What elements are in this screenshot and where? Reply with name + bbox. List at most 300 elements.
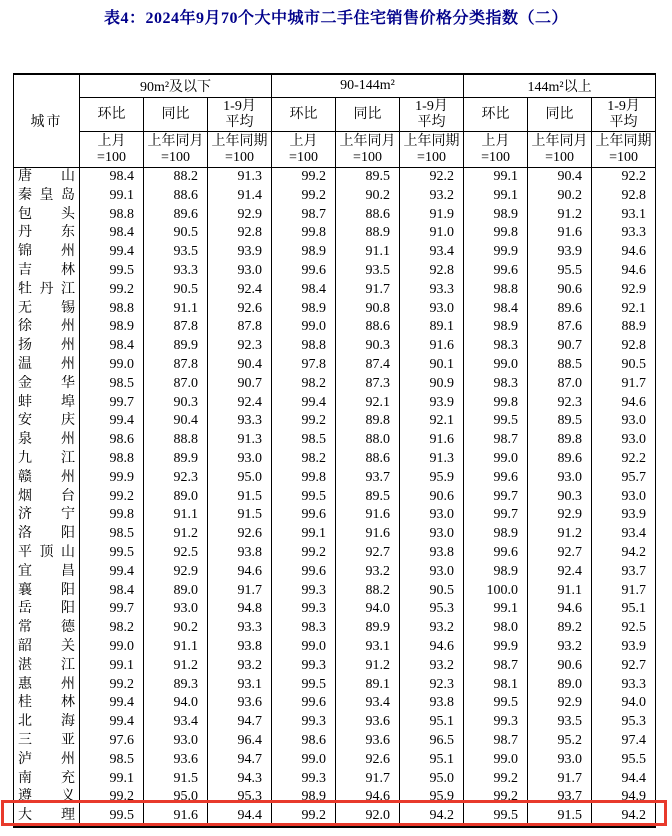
value-cell: 93.5 (528, 713, 592, 732)
table-row (14, 788, 656, 807)
city-cell: 济宁 (14, 506, 80, 525)
value-cell: 94.3 (208, 770, 272, 789)
value-cell: 97.4 (592, 732, 656, 751)
table-row (14, 337, 656, 356)
city-cell: 襄阳 (14, 582, 80, 601)
city-cell: 泸州 (14, 751, 80, 770)
value-cell: 99.2 (464, 788, 528, 807)
metric-header-mom-2: 环比 (272, 98, 336, 132)
table-row (14, 732, 656, 751)
value-cell: 99.4 (272, 394, 336, 413)
value-cell: 93.8 (208, 544, 272, 563)
table-row (14, 582, 656, 601)
metric-header-avg-3: 1-9月 平均 (592, 98, 656, 132)
value-cell: 92.3 (208, 337, 272, 356)
value-cell: 91.6 (528, 224, 592, 243)
value-cell: 91.0 (400, 224, 464, 243)
metric-header-mom-1: 环比 (80, 98, 144, 132)
value-cell: 99.5 (272, 488, 336, 507)
value-cell: 93.5 (336, 262, 400, 281)
value-cell: 91.5 (208, 506, 272, 525)
value-cell: 93.3 (208, 412, 272, 431)
value-cell: 91.2 (528, 206, 592, 225)
value-cell: 98.0 (464, 619, 528, 638)
value-cell: 89.0 (528, 676, 592, 695)
table-row (14, 488, 656, 507)
table-row (14, 807, 656, 827)
value-cell: 92.3 (528, 394, 592, 413)
value-cell: 93.9 (208, 243, 272, 262)
value-cell: 88.2 (336, 582, 400, 601)
value-cell: 90.6 (528, 657, 592, 676)
value-cell: 91.6 (336, 506, 400, 525)
value-cell: 99.6 (272, 694, 336, 713)
value-cell: 92.4 (208, 281, 272, 300)
value-cell: 89.6 (528, 300, 592, 319)
value-cell: 93.6 (208, 694, 272, 713)
metric-header-yoy-3: 同比 (528, 98, 592, 132)
value-cell: 89.1 (336, 676, 400, 695)
value-cell: 99.5 (464, 694, 528, 713)
city-cell: 安庆 (14, 412, 80, 431)
value-cell: 87.8 (144, 356, 208, 375)
value-cell: 91.3 (400, 450, 464, 469)
city-cell: 唐山 (14, 168, 80, 187)
value-cell: 92.6 (208, 525, 272, 544)
group-header-90-below: 90m²及以下 (80, 74, 272, 98)
value-cell: 99.1 (464, 168, 528, 187)
value-cell: 90.7 (208, 375, 272, 394)
value-cell: 99.3 (272, 713, 336, 732)
value-cell: 99.2 (80, 281, 144, 300)
value-cell: 93.0 (144, 600, 208, 619)
value-cell: 99.3 (272, 657, 336, 676)
value-cell: 89.9 (144, 337, 208, 356)
table-row (14, 224, 656, 243)
value-cell: 98.9 (464, 525, 528, 544)
value-cell: 99.3 (272, 600, 336, 619)
value-cell: 88.5 (528, 356, 592, 375)
value-cell: 98.9 (464, 206, 528, 225)
table-row (14, 394, 656, 413)
city-cell: 宜昌 (14, 563, 80, 582)
value-cell: 95.9 (400, 469, 464, 488)
value-cell: 95.5 (592, 751, 656, 770)
value-cell: 90.2 (144, 619, 208, 638)
value-cell: 98.4 (80, 582, 144, 601)
value-cell: 98.3 (464, 337, 528, 356)
value-cell: 98.9 (464, 563, 528, 582)
table-row (14, 657, 656, 676)
value-cell: 98.7 (272, 206, 336, 225)
city-cell: 南充 (14, 770, 80, 789)
value-cell: 93.8 (208, 638, 272, 657)
group-header-90-144: 90-144m² (272, 74, 464, 98)
city-cell: 蚌埠 (14, 394, 80, 413)
city-column-header: 城市 (14, 74, 80, 168)
value-cell: 94.6 (208, 563, 272, 582)
table-row (14, 243, 656, 262)
value-cell: 91.6 (400, 431, 464, 450)
value-cell: 93.8 (400, 694, 464, 713)
city-cell: 包头 (14, 206, 80, 225)
value-cell: 94.0 (336, 600, 400, 619)
value-cell: 92.1 (592, 300, 656, 319)
value-cell: 99.0 (272, 638, 336, 657)
value-cell: 89.9 (336, 619, 400, 638)
table-row (14, 544, 656, 563)
value-cell: 95.1 (400, 713, 464, 732)
city-cell: 九江 (14, 450, 80, 469)
table-row (14, 187, 656, 206)
value-cell: 99.6 (464, 262, 528, 281)
value-cell: 89.3 (144, 676, 208, 695)
value-cell: 92.1 (400, 412, 464, 431)
table-row (14, 638, 656, 657)
value-cell: 87.0 (144, 375, 208, 394)
value-cell: 90.1 (400, 356, 464, 375)
value-cell: 93.0 (208, 262, 272, 281)
value-cell: 99.2 (80, 676, 144, 695)
value-cell: 92.9 (144, 563, 208, 582)
table-row (14, 375, 656, 394)
value-cell: 98.2 (272, 450, 336, 469)
value-cell: 99.5 (464, 807, 528, 827)
city-cell: 北海 (14, 713, 80, 732)
value-cell: 90.3 (144, 394, 208, 413)
value-cell: 91.1 (528, 582, 592, 601)
value-cell: 92.3 (144, 469, 208, 488)
value-cell: 99.2 (272, 544, 336, 563)
city-cell: 丹东 (14, 224, 80, 243)
value-cell: 93.3 (144, 262, 208, 281)
value-cell: 99.0 (272, 751, 336, 770)
base-header-lastmonth-3: 上月 =100 (464, 132, 528, 168)
value-cell: 91.1 (144, 300, 208, 319)
value-cell: 92.2 (400, 168, 464, 187)
table-row (14, 356, 656, 375)
value-cell: 91.6 (400, 337, 464, 356)
value-cell: 99.1 (464, 187, 528, 206)
value-cell: 99.9 (464, 243, 528, 262)
value-cell: 98.8 (464, 281, 528, 300)
value-cell: 88.6 (336, 206, 400, 225)
value-cell: 93.4 (592, 525, 656, 544)
value-cell: 94.6 (592, 262, 656, 281)
value-cell: 93.1 (208, 676, 272, 695)
table-row (14, 431, 656, 450)
value-cell: 93.3 (208, 619, 272, 638)
value-cell: 92.1 (336, 394, 400, 413)
city-cell: 扬州 (14, 337, 80, 356)
city-cell: 大理 (14, 807, 80, 827)
value-cell: 89.0 (144, 488, 208, 507)
value-cell: 99.7 (80, 600, 144, 619)
value-cell: 93.1 (592, 206, 656, 225)
value-cell: 92.9 (528, 694, 592, 713)
table-row (14, 563, 656, 582)
value-cell: 98.9 (80, 318, 144, 337)
value-cell: 99.0 (464, 751, 528, 770)
value-cell: 99.6 (272, 506, 336, 525)
value-cell: 92.5 (144, 544, 208, 563)
value-cell: 98.2 (80, 619, 144, 638)
table-row (14, 412, 656, 431)
value-cell: 91.1 (144, 506, 208, 525)
value-cell: 90.5 (144, 224, 208, 243)
value-cell: 89.8 (336, 412, 400, 431)
value-cell: 99.1 (272, 525, 336, 544)
value-cell: 94.2 (592, 544, 656, 563)
value-cell: 90.8 (336, 300, 400, 319)
value-cell: 99.7 (464, 488, 528, 507)
city-cell: 湛江 (14, 657, 80, 676)
base-header-lastyearperiod-3: 上年同期 =100 (592, 132, 656, 168)
table-row (14, 450, 656, 469)
value-cell: 91.7 (336, 281, 400, 300)
value-cell: 98.9 (272, 788, 336, 807)
value-cell: 99.4 (80, 713, 144, 732)
value-cell: 89.5 (528, 412, 592, 431)
value-cell: 99.0 (464, 450, 528, 469)
value-cell: 93.0 (400, 563, 464, 582)
value-cell: 99.0 (464, 356, 528, 375)
value-cell: 98.9 (464, 318, 528, 337)
base-header-lastyearmonth-2: 上年同月 =100 (336, 132, 400, 168)
value-cell: 93.8 (400, 544, 464, 563)
value-cell: 90.2 (528, 187, 592, 206)
value-cell: 87.8 (144, 318, 208, 337)
value-cell: 99.5 (464, 412, 528, 431)
value-cell: 98.6 (80, 431, 144, 450)
value-cell: 99.0 (272, 318, 336, 337)
city-cell: 洛阳 (14, 525, 80, 544)
value-cell: 93.9 (400, 394, 464, 413)
value-cell: 95.0 (144, 788, 208, 807)
value-cell: 99.7 (80, 394, 144, 413)
value-cell: 97.6 (80, 732, 144, 751)
value-cell: 99.9 (464, 638, 528, 657)
value-cell: 99.5 (272, 676, 336, 695)
value-cell: 92.8 (400, 262, 464, 281)
value-cell: 98.8 (80, 450, 144, 469)
value-cell: 89.2 (528, 619, 592, 638)
value-cell: 89.8 (528, 431, 592, 450)
value-cell: 93.0 (400, 525, 464, 544)
value-cell: 93.1 (336, 638, 400, 657)
value-cell: 90.3 (528, 488, 592, 507)
value-cell: 98.1 (464, 676, 528, 695)
value-cell: 91.6 (336, 525, 400, 544)
table-row (14, 676, 656, 695)
value-cell: 93.7 (592, 563, 656, 582)
value-cell: 92.6 (336, 751, 400, 770)
value-cell: 99.2 (272, 412, 336, 431)
value-cell: 91.2 (144, 525, 208, 544)
value-cell: 99.2 (272, 807, 336, 827)
value-cell: 99.1 (80, 657, 144, 676)
value-cell: 93.2 (336, 563, 400, 582)
value-cell: 93.0 (144, 732, 208, 751)
value-cell: 91.1 (144, 638, 208, 657)
price-index-table-wrap (13, 73, 655, 828)
value-cell: 88.9 (592, 318, 656, 337)
value-cell: 99.5 (80, 262, 144, 281)
value-cell: 91.3 (208, 431, 272, 450)
value-cell: 99.0 (80, 356, 144, 375)
value-cell: 92.7 (528, 544, 592, 563)
metric-header-avg-2: 1-9月 平均 (400, 98, 464, 132)
value-cell: 99.1 (464, 600, 528, 619)
value-cell: 91.7 (336, 770, 400, 789)
value-cell: 87.3 (336, 375, 400, 394)
value-cell: 91.4 (208, 187, 272, 206)
value-cell: 92.7 (592, 657, 656, 676)
value-cell: 89.9 (144, 450, 208, 469)
value-cell: 90.7 (528, 337, 592, 356)
city-cell: 三亚 (14, 732, 80, 751)
value-cell: 92.5 (592, 619, 656, 638)
value-cell: 88.9 (336, 224, 400, 243)
value-cell: 92.9 (592, 281, 656, 300)
table-row (14, 770, 656, 789)
value-cell: 88.0 (336, 431, 400, 450)
value-cell: 94.6 (336, 788, 400, 807)
value-cell: 95.3 (400, 600, 464, 619)
value-cell: 99.4 (80, 694, 144, 713)
value-cell: 91.2 (144, 657, 208, 676)
value-cell: 98.5 (80, 525, 144, 544)
value-cell: 89.5 (336, 488, 400, 507)
city-cell: 泉州 (14, 431, 80, 450)
value-cell: 95.0 (208, 469, 272, 488)
value-cell: 96.4 (208, 732, 272, 751)
value-cell: 89.0 (144, 582, 208, 601)
value-cell: 99.8 (272, 224, 336, 243)
value-cell: 98.5 (80, 751, 144, 770)
value-cell: 95.5 (528, 262, 592, 281)
value-cell: 93.3 (592, 676, 656, 695)
page-title: 表4：2024年9月70个大中城市二手住宅销售价格分类指数（二） (103, 10, 568, 27)
value-cell: 93.6 (336, 713, 400, 732)
value-cell: 92.8 (592, 337, 656, 356)
value-cell: 91.2 (528, 525, 592, 544)
value-cell: 92.4 (528, 563, 592, 582)
value-cell: 99.6 (272, 262, 336, 281)
value-cell: 92.3 (400, 676, 464, 695)
metric-header-mom-3: 环比 (464, 98, 528, 132)
table-row (14, 206, 656, 225)
table-row (14, 318, 656, 337)
value-cell: 91.5 (208, 488, 272, 507)
table-row (14, 713, 656, 732)
city-cell: 牡丹江 (14, 281, 80, 300)
value-cell: 91.6 (144, 807, 208, 827)
value-cell: 94.6 (400, 638, 464, 657)
value-cell: 99.2 (80, 788, 144, 807)
value-cell: 94.2 (400, 807, 464, 827)
table-row (14, 694, 656, 713)
value-cell: 95.9 (400, 788, 464, 807)
value-cell: 94.4 (592, 770, 656, 789)
value-cell: 97.8 (272, 356, 336, 375)
value-cell: 93.0 (528, 751, 592, 770)
group-header-144-above: 144m²以上 (464, 74, 656, 98)
value-cell: 91.5 (144, 770, 208, 789)
metric-header-avg-1: 1-9月 平均 (208, 98, 272, 132)
value-cell: 99.8 (272, 469, 336, 488)
value-cell: 93.0 (400, 300, 464, 319)
value-cell: 90.4 (528, 168, 592, 187)
value-cell: 93.3 (400, 281, 464, 300)
value-cell: 98.5 (272, 431, 336, 450)
value-cell: 90.2 (336, 187, 400, 206)
base-header-lastyearmonth-1: 上年同月 =100 (144, 132, 208, 168)
value-cell: 92.8 (208, 224, 272, 243)
value-cell: 90.5 (400, 582, 464, 601)
value-cell: 98.4 (80, 224, 144, 243)
value-cell: 99.6 (272, 563, 336, 582)
value-cell: 91.7 (208, 582, 272, 601)
value-cell: 99.4 (80, 243, 144, 262)
value-cell: 98.7 (464, 732, 528, 751)
city-cell: 锦州 (14, 243, 80, 262)
value-cell: 94.7 (208, 713, 272, 732)
value-cell: 94.9 (592, 788, 656, 807)
value-cell: 95.2 (528, 732, 592, 751)
value-cell: 90.4 (144, 412, 208, 431)
value-cell: 99.3 (464, 713, 528, 732)
value-cell: 93.0 (592, 431, 656, 450)
table-row (14, 262, 656, 281)
value-cell: 93.2 (400, 619, 464, 638)
value-cell: 87.8 (208, 318, 272, 337)
value-cell: 93.6 (336, 732, 400, 751)
value-cell: 89.5 (336, 168, 400, 187)
value-cell: 98.3 (464, 375, 528, 394)
city-cell: 无锡 (14, 300, 80, 319)
value-cell: 98.8 (80, 300, 144, 319)
value-cell: 98.8 (272, 337, 336, 356)
value-cell: 91.3 (208, 168, 272, 187)
city-cell: 金华 (14, 375, 80, 394)
value-cell: 94.6 (592, 394, 656, 413)
table-body (14, 168, 656, 827)
value-cell: 99.1 (80, 770, 144, 789)
value-cell: 92.9 (528, 506, 592, 525)
value-cell: 92.4 (208, 394, 272, 413)
value-cell: 93.4 (144, 713, 208, 732)
value-cell: 99.5 (80, 807, 144, 827)
value-cell: 88.6 (336, 450, 400, 469)
value-cell: 92.2 (592, 168, 656, 187)
value-cell: 99.6 (464, 544, 528, 563)
table-row (14, 751, 656, 770)
city-cell: 桂林 (14, 694, 80, 713)
value-cell: 95.1 (400, 751, 464, 770)
value-cell: 94.6 (592, 243, 656, 262)
value-cell: 93.9 (592, 638, 656, 657)
value-cell: 93.2 (528, 638, 592, 657)
city-cell: 岳阳 (14, 600, 80, 619)
value-cell: 99.3 (272, 770, 336, 789)
value-cell: 92.8 (592, 187, 656, 206)
value-cell: 99.9 (80, 469, 144, 488)
value-cell: 99.4 (80, 412, 144, 431)
value-cell: 99.6 (464, 469, 528, 488)
city-cell: 常德 (14, 619, 80, 638)
base-header-lastmonth-2: 上月 =100 (272, 132, 336, 168)
